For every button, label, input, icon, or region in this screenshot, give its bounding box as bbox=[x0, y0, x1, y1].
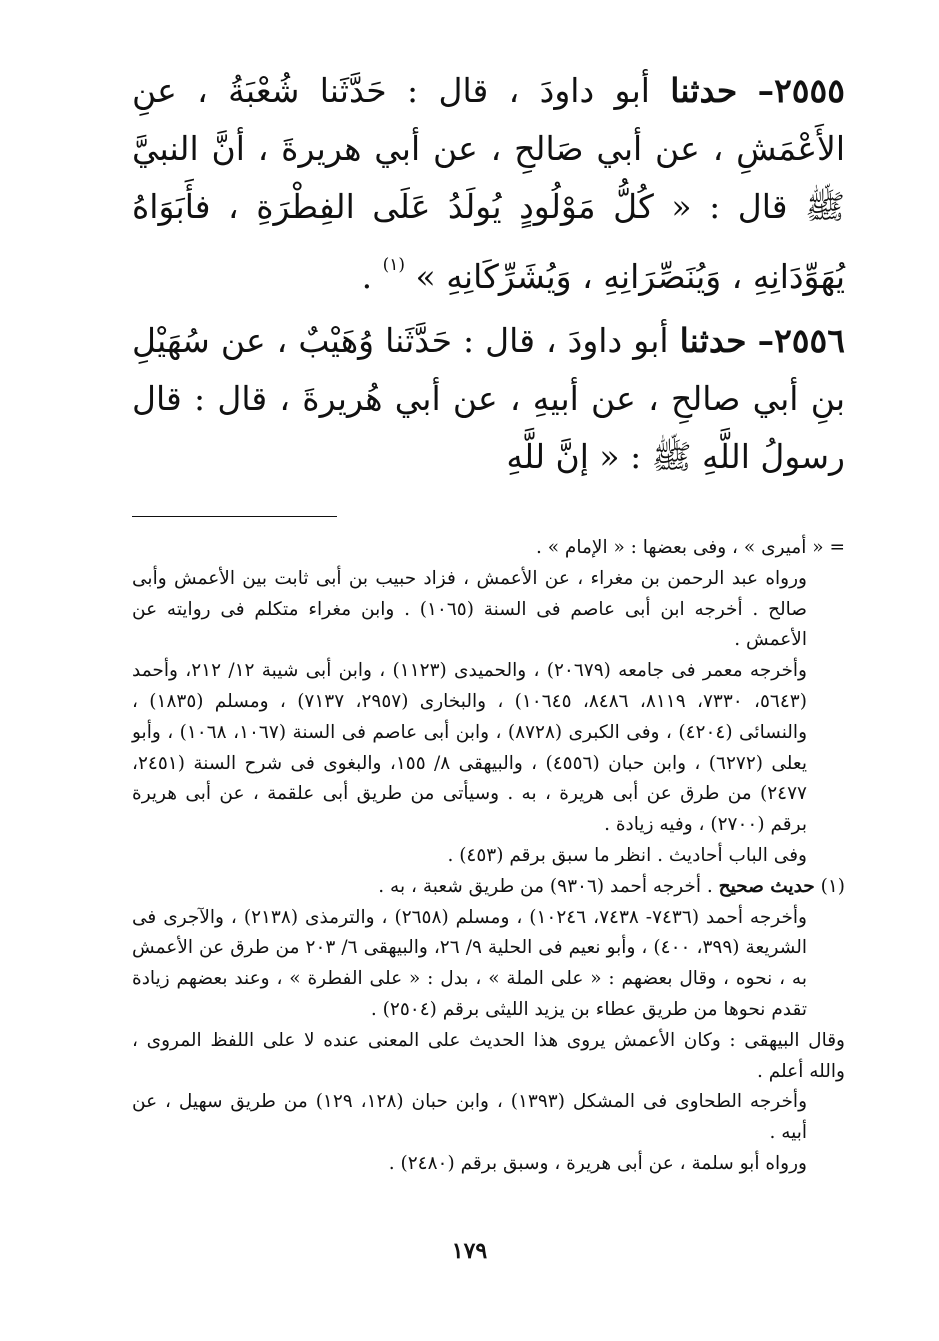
footnote-1-verdict: حديث صحيح bbox=[718, 875, 815, 897]
hadith-opening: حدثنا bbox=[670, 71, 738, 110]
hadith-opening: حدثنا bbox=[679, 321, 747, 360]
page-number: ١٧٩ bbox=[451, 1238, 488, 1264]
hadith-text: أبو داودَ ، قال : حَدَّثَنا شُعْبَةُ ، عنِ الأَعْمَشِ ، عن أبي صَالحِ ، عن أبي هريرةَ ، أنَّ النبيَّ ﷺ قال : « كُلُّ مَوْلُودٍ يُولَدُ عَلَى الفِطْرَةِ ، فأَبَوَاهُ يُهَوِّدَانِهِ ، وَيُنَصِّرَانِهِ ، وَيُشَرِّكَانِهِ » bbox=[132, 71, 845, 296]
footnote-reference: (١) bbox=[382, 255, 406, 275]
hadith-block bbox=[132, 62, 845, 486]
footnote-paragraph: وفى الباب أحاديث . انظر ما سبق برقم (٤٥٣) . bbox=[447, 844, 807, 866]
footnote-paragraph: ورواه عبد الرحمن بن مغراء ، عن الأعمش ، فزاد حبيب بن أبى ثابت بين الأعمش وأبى صالح . أخرجه ابن أبى عاصم فى السنة (١٠٦٥) . وابن مغراء متكلم فى روايته عن الأعمش . bbox=[132, 567, 808, 651]
hadith-2555 bbox=[132, 62, 845, 306]
footnote-line: = « أميرى » ، وفى بعضها : « الإمام » . bbox=[535, 537, 845, 558]
hadith-text: أبو داودَ ، قال : حَدَّثَنا وُهَيْبٌ ، عن سُهَيْلِ بنِ أبي صالحِ ، عن أبيهِ ، عن أبي هُريرةَ ، قال : قال رسولُ اللَّهِ ﷺ : « إنَّ للَّهِ bbox=[132, 321, 845, 476]
footnote-paragraph: وأخرجه معمر فى جامعه (٢٠٦٧٩) ، والحميدى (١١٢٣) ، وابن أبى شيبة ١٢/ ٢١٢، وأحمد (٥٦٤٣، ٧٣٣٠، ٨١١٩، ٨٤٨٦، ١٠٦٤٥) ، والبخارى (٢٩٥٧، ٧١٣٧) ، ومسلم (١٨٣٥) ، والنسائى (٤٢٠٤) ، وفى الكبرى (٨٧٢٨) ، وابن أبى عاصم فى السنة (١٠٦٧، ١٠٦٨) ، وأبو يعلى (٦٢٧٢) ، وابن حبان (٤٥٥٦) ، والبيهقى ٨/ ١٥٥، والبغوى فى شرح السنة (٢٤٥١، ٢٤٧٧) من طرق عن أبى هريرة ، به . وسيأتى من طريق أبى علقمة ، عن أبى هريرة برقم (٢٧٠٠) ، وفيه زيادة . bbox=[132, 660, 808, 836]
footnote-divider-wrap bbox=[132, 516, 845, 517]
footnote-1: (١) حديث صحيح . أخرجه أحمد (٩٣٠٦) من طريق شعبة ، به . bbox=[378, 875, 845, 897]
footnote-paragraph: وأخرجه أحمد (٧٤٣٦- ٧٤٣٨، ١٠٢٤٦) ، ومسلم (٢٦٥٨) ، والترمذى (٢١٣٨) ، والآجرى فى الشريعة (٣٩٩، ٤٠٠) ، وأبو نعيم فى الحلية ٩/ ٢٦، والبيهقى ٦/ ٢٠٣ من طرق عن الأعمش به ، نحوه ، وقال بعضهم : « على الملة » ، بدل : « على الفطرة » ، وعند بعضهم زيادة تقدم نحوها من طريق عطاء بن يزيد الليثى برقم (٢٥٠٤) . bbox=[132, 906, 808, 1020]
hadith-number: ٢٥٥٥– bbox=[757, 71, 845, 110]
footnote-paragraph: وأخرجه الطحاوى فى المشكل (١٣٩٣) ، وابن حبان (١٢٨، ١٢٩) من طريق سهيل ، عن أبيه . bbox=[132, 1091, 807, 1144]
footnote-paragraph: ورواه أبو سلمة ، عن أبى هريرة ، وسبق برقم (٢٤٨٠) . bbox=[388, 1152, 807, 1174]
footnote-divider bbox=[132, 516, 337, 517]
hadith-number: ٢٥٥٦– bbox=[757, 321, 845, 360]
footnote-paragraph: وقال البيهقى : وكان الأعمش يروى هذا الحديث على المعنى عنده لا على اللفظ المروى ، والله أعلم . bbox=[132, 1029, 845, 1082]
footnotes bbox=[132, 533, 845, 1180]
hadith-end: . bbox=[361, 257, 383, 296]
hadith-2556 bbox=[132, 312, 845, 486]
